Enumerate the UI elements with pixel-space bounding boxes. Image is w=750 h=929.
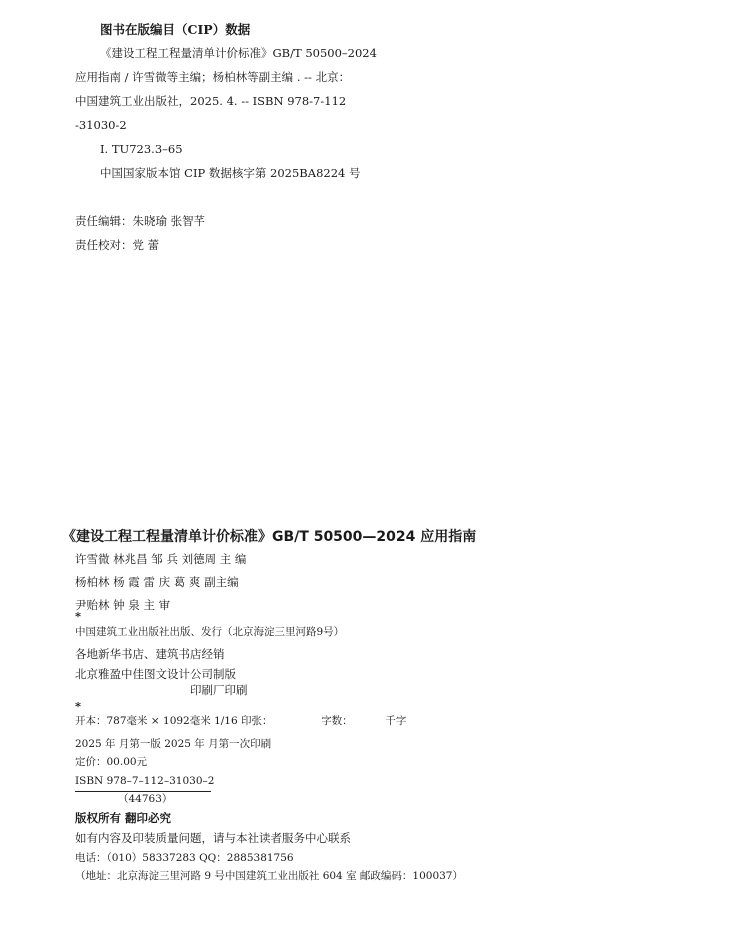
cip-line-1: 《建设工程工程量清单计价标准》GB/T 50500–2024 — [100, 46, 377, 60]
responsible-editor — [75, 216, 205, 228]
book-code: （44763） — [118, 793, 173, 805]
isbn-line: ISBN 978–7–112–31030–2 — [75, 775, 215, 787]
rights-phone: 电话：（010）58337283 QQ：2885381756 — [75, 852, 294, 864]
edition-line: 2025 年 月第一版 2025 年 月第一次印刷 — [75, 738, 272, 750]
rights-address: （地址：北京海淀三里河路 9 号中国建筑工业出版社 604 室 邮政编码：100037） — [75, 870, 463, 882]
cip-heading: 图书在版编目（CIP）数据 — [100, 22, 251, 37]
publisher-line: 中国建筑工业出版社出版、发行（北京海淀三里河路9号） — [75, 626, 345, 638]
price-line: 定价：00.00元 — [75, 756, 148, 768]
rights-heading: 版权所有 翻印必究 — [75, 811, 172, 825]
chief-editors: 许雪微 林兆昌 邹 兵 刘德周 主 编 — [75, 552, 247, 566]
format-label: 开本：787毫米 × 1092毫米 1/16 印张： — [75, 715, 273, 727]
separator-star-1: * — [75, 609, 82, 623]
format-line — [75, 716, 406, 727]
thousand-chars-unit: 千字 — [385, 715, 407, 727]
proofreader — [75, 240, 159, 252]
cip-approval: 中国国家版本馆 CIP 数据核字第 2025BA8224 号 — [100, 166, 361, 180]
typesetter-line: 北京雅盈中佳图文设计公司制版 — [75, 667, 236, 681]
book-title: 《建设工程工程量清单计价标准》GB/T 50500—2024 应用指南 — [62, 529, 477, 545]
cip-line-4: -31030-2 — [75, 118, 127, 132]
cip-line-2: 应用指南 / 许雪微等主编；杨柏林等副主编 . -- 北京： — [75, 70, 351, 84]
proofreader-label: 责任校对： — [75, 238, 133, 252]
separator-star-2: * — [75, 699, 82, 713]
responsible-editor-label: 责任编辑： — [75, 214, 133, 228]
distributor-line: 各地新华书店、建筑书店经销 — [75, 647, 225, 661]
associate-editors: 杨柏林 杨 霞 雷 庆 葛 爽 副主编 — [75, 575, 239, 589]
wordcount-label: 字数： — [321, 715, 353, 727]
rights-contact: 如有内容及印装质量问题，请与本社读者服务中心联系 — [75, 831, 351, 845]
printer-line: 印刷厂印刷 — [190, 683, 248, 697]
chief-reviewers: 尹贻林 钟 泉 主 审 — [75, 598, 171, 612]
cip-class-number: Ⅰ. TU723.3–65 — [100, 142, 183, 156]
responsible-editor-value: 朱晓瑜 张智芊 — [132, 214, 206, 228]
cip-line-3: 中国建筑工业出版社，2025. 4. -- ISBN 978-7-112 — [75, 94, 347, 108]
proofreader-value: 党 蕾 — [132, 238, 160, 252]
isbn-underline — [75, 791, 211, 792]
